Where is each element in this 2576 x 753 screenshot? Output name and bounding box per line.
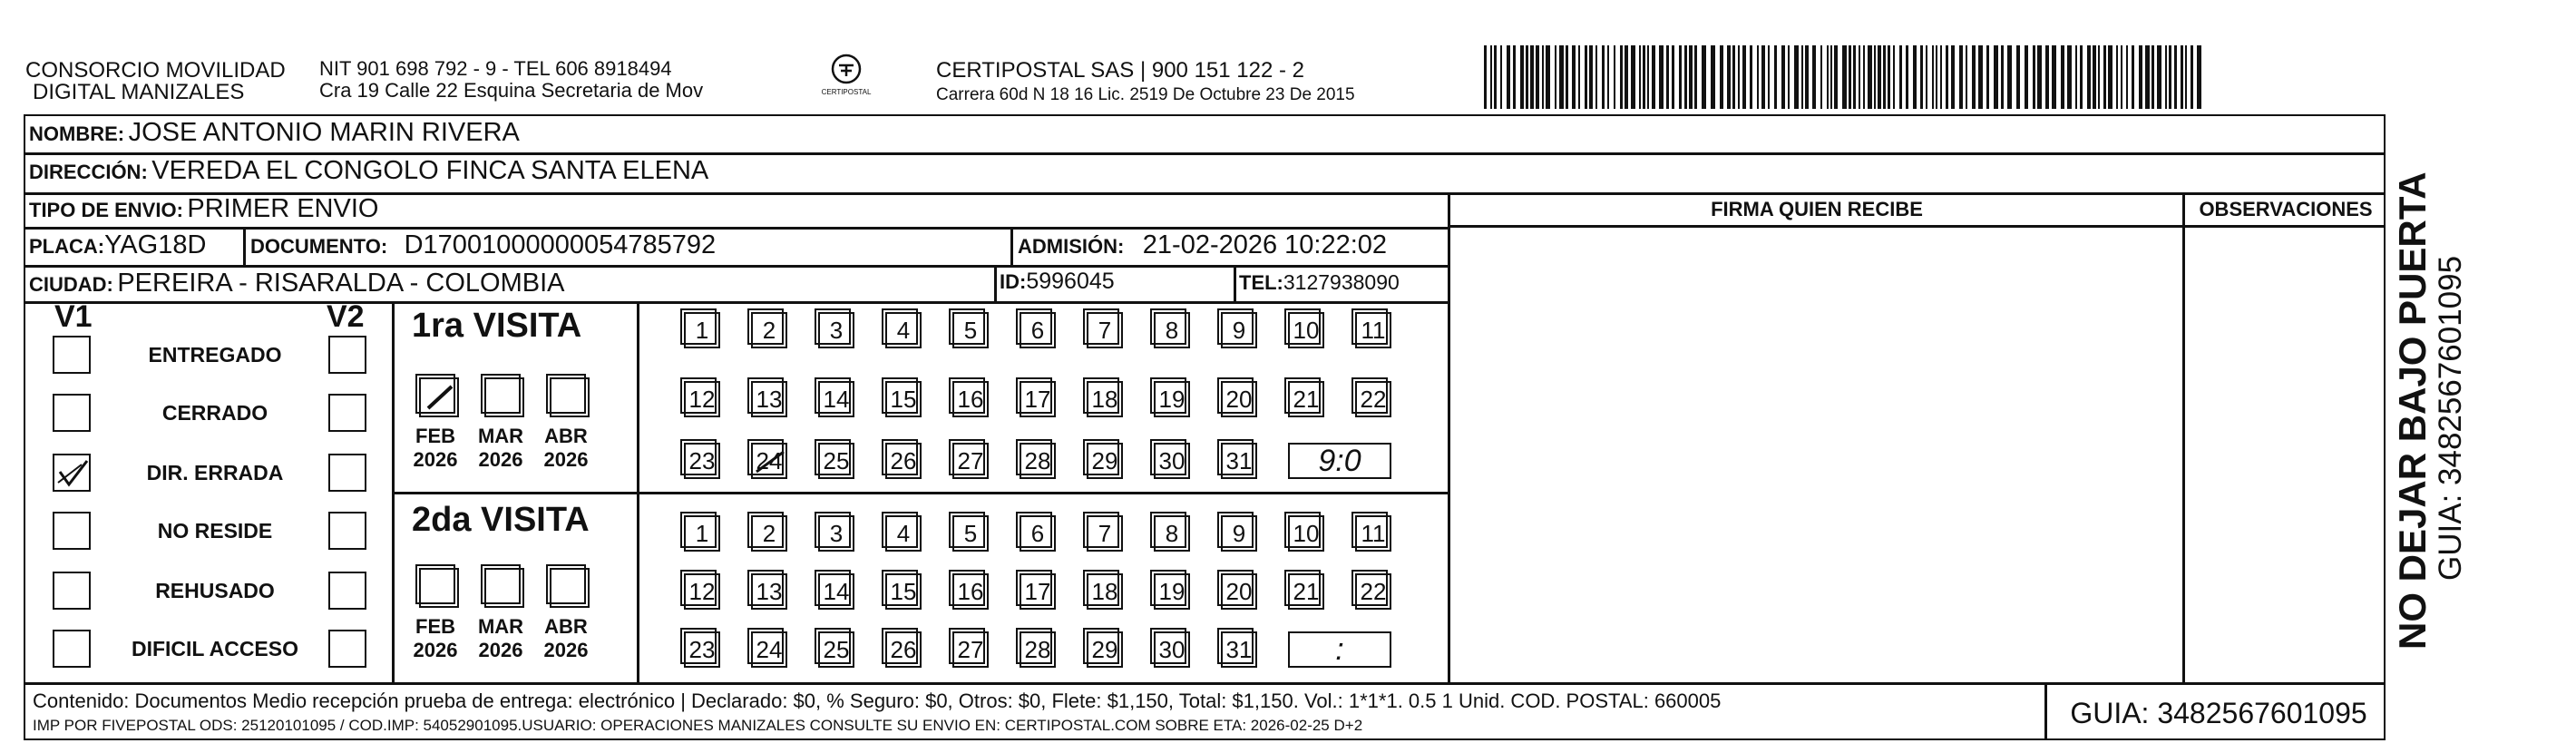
- visit2-month-year: 2026: [543, 639, 589, 661]
- visit2-month-name: ABR: [544, 615, 588, 638]
- visit2-month-name: FEB: [415, 615, 455, 638]
- barcode-bar: [1536, 45, 1539, 109]
- company-name: [25, 60, 286, 103]
- barcode-bar: [1659, 45, 1664, 109]
- visit1-day-2[interactable]: 2: [751, 312, 787, 348]
- barcode-bar: [1625, 45, 1628, 109]
- visit1-month-name: MAR: [477, 425, 524, 447]
- v2-checkbox-entregado[interactable]: [328, 336, 366, 374]
- visit1-day-12[interactable]: 12: [684, 381, 720, 417]
- v1-checkbox-cerrado[interactable]: [53, 394, 91, 432]
- barcode-bar: [1689, 45, 1693, 109]
- visit2-day-12[interactable]: 12: [684, 573, 720, 610]
- barcode-bar: [2001, 45, 2004, 109]
- document-value: D17001000000054785792: [404, 230, 717, 259]
- visit2-day-7[interactable]: 7: [1087, 515, 1123, 552]
- barcode-bar: [1631, 45, 1635, 109]
- barcode-bar: [2080, 45, 2083, 109]
- visit2-day-26[interactable]: 26: [885, 631, 922, 668]
- barcode-bar: [1994, 45, 1998, 109]
- visit1-day-24[interactable]: 24: [751, 443, 787, 479]
- observations-heading: OBSERVACIONES: [2199, 198, 2373, 220]
- v1-checkbox-dificil-acceso[interactable]: [53, 630, 91, 668]
- company-line1: CONSORCIO MOVILIDAD: [25, 58, 286, 83]
- visit1-day-29[interactable]: 29: [1087, 443, 1123, 479]
- v1-checkbox-entregado[interactable]: [53, 336, 91, 374]
- barcode-bar: [1883, 45, 1886, 109]
- visit2-day-6[interactable]: 6: [1020, 515, 1056, 552]
- v2-checkbox-rehusado[interactable]: [328, 572, 366, 610]
- visit2-day-14[interactable]: 14: [818, 573, 854, 610]
- plate-field: [29, 230, 206, 260]
- visit1-day-31[interactable]: 31: [1221, 443, 1257, 479]
- barcode-bar: [1666, 45, 1669, 109]
- visit1-day-19[interactable]: 19: [1154, 381, 1190, 417]
- company-contact: [319, 58, 703, 102]
- barcode-bar: [1978, 45, 1983, 109]
- barcode-bar: [1500, 45, 1502, 109]
- visit2-day-13[interactable]: 13: [751, 573, 787, 610]
- barcode-bar: [1781, 45, 1785, 109]
- barcode-bar: [2087, 45, 2091, 109]
- barcode-bar: [1559, 45, 1564, 109]
- visit2-day-3[interactable]: 3: [818, 515, 854, 552]
- barcode-bar: [1853, 45, 1856, 109]
- city-label: CIUDAD:: [29, 273, 113, 296]
- visit2-time-field[interactable]: [1288, 631, 1391, 668]
- visit2-month-year: 2026: [478, 639, 523, 661]
- visit1-day-6[interactable]: 6: [1020, 312, 1056, 348]
- barcode-bar: [1555, 45, 1556, 109]
- barcode-bar: [2037, 45, 2042, 109]
- visit1-month-name: FEB: [415, 425, 455, 447]
- barcode-bar: [1893, 45, 1895, 109]
- v2-heading: V2: [327, 299, 365, 334]
- barcode-bar: [1742, 45, 1746, 109]
- visit2-day-9[interactable]: 9: [1221, 515, 1257, 552]
- visit1-day-20[interactable]: 20: [1221, 381, 1257, 417]
- barcode-bar: [1888, 45, 1890, 109]
- visit2-day-27[interactable]: 27: [952, 631, 989, 668]
- barcode-bar: [2052, 45, 2056, 109]
- nit-line: NIT 901 698 792 - 9 - TEL 606 8918494: [319, 57, 672, 80]
- barcode-bar: [1507, 45, 1510, 109]
- status-label-dificil-acceso: DIFICIL ACCESO: [131, 637, 298, 660]
- visit2-month-label-feb: [408, 615, 463, 662]
- visit1-day-18[interactable]: 18: [1087, 381, 1123, 417]
- barcode-bar: [2093, 45, 2096, 109]
- carrier-line1: CERTIPOSTAL SAS | 900 151 122 - 2: [936, 58, 1304, 83]
- admission-label: ADMISIÓN:: [1018, 235, 1125, 258]
- visit1-day-1[interactable]: 1: [684, 312, 720, 348]
- address-row: [29, 156, 708, 186]
- visit2-month-label-abr: [539, 615, 593, 662]
- admission-field: [1018, 230, 1387, 260]
- visit1-month-year: 2026: [478, 448, 523, 471]
- visit2-day-30[interactable]: 30: [1154, 631, 1190, 668]
- visit2-title: 2da VISITA: [412, 501, 590, 539]
- status-label-entregado: ENTREGADO: [148, 343, 282, 367]
- barcode-bar: [1684, 45, 1687, 109]
- barcode-bar: [2007, 45, 2012, 109]
- visit1-day-16[interactable]: 16: [952, 381, 989, 417]
- barcode-bar: [1863, 45, 1865, 109]
- company-line2: DIGITAL MANIZALES: [33, 80, 245, 104]
- visit2-day-1[interactable]: 1: [684, 515, 720, 552]
- status-label-dir-errada: DIR. ERRADA: [146, 461, 284, 484]
- signature-heading: FIRMA QUIEN RECIBE: [1711, 198, 1923, 220]
- visit1-day-8[interactable]: 8: [1154, 312, 1190, 348]
- barcode-bar: [2103, 45, 2106, 109]
- visit2-day-16[interactable]: 16: [952, 573, 989, 610]
- name-value: JOSE ANTONIO MARIN RIVERA: [128, 118, 520, 147]
- barcode-bar: [1946, 45, 1948, 109]
- barcode-bar: [1542, 45, 1544, 109]
- company-address: Cra 19 Calle 22 Esquina Secretaria de Mov: [319, 79, 704, 102]
- barcode-bar: [1513, 45, 1516, 109]
- visit1-month-label-feb: [408, 425, 463, 472]
- visit2-day-8[interactable]: 8: [1154, 515, 1190, 552]
- visit1-title: 1ra VISITA: [412, 307, 582, 345]
- visit1-day-14[interactable]: 14: [818, 381, 854, 417]
- barcode-bar: [1732, 45, 1735, 109]
- visit2-month-mar[interactable]: [484, 568, 524, 608]
- barcode-bar: [2157, 45, 2161, 109]
- id-label: ID:: [1000, 270, 1027, 293]
- visit1-day-13[interactable]: 13: [751, 381, 787, 417]
- barcode-bar: [1761, 45, 1765, 109]
- barcode-bar: [1679, 45, 1682, 109]
- address-value: VEREDA EL CONGOLO FINCA SANTA ELENA: [151, 156, 709, 185]
- visit2-day-31[interactable]: 31: [1221, 631, 1257, 668]
- visit2-day-2[interactable]: 2: [751, 515, 787, 552]
- barcode-bar: [1966, 45, 1967, 109]
- visit2-day-15[interactable]: 15: [885, 573, 922, 610]
- barcode-bar: [2126, 45, 2128, 109]
- barcode-bar: [1959, 45, 1963, 109]
- tel-label: TEL:: [1239, 271, 1283, 294]
- visit1-day-22[interactable]: 22: [1355, 381, 1391, 417]
- visit2-day-19[interactable]: 19: [1154, 573, 1190, 610]
- barcode-bar: [1757, 45, 1759, 109]
- barcode-bar: [1940, 45, 1942, 109]
- v2-checkbox-dificil-acceso[interactable]: [328, 630, 366, 668]
- barcode-bar: [1849, 45, 1851, 109]
- barcode-bar: [1986, 45, 1989, 109]
- barcode-bar: [2191, 45, 2193, 109]
- visit2-day-25[interactable]: 25: [818, 631, 854, 668]
- visit1-month-label-mar: [473, 425, 528, 472]
- barcode-bar: [1602, 45, 1605, 109]
- barcode-bar: [2067, 45, 2072, 109]
- certipostal-logo: [815, 53, 878, 96]
- visit2-time-value: :: [1335, 631, 1344, 667]
- logo-text: CERTIPOSTAL: [821, 88, 872, 96]
- shipment-type-label: TIPO DE ENVIO:: [29, 199, 183, 221]
- visit1-month-abr[interactable]: [550, 377, 590, 417]
- barcode-bar: [1702, 45, 1706, 109]
- barcode-bar: [1972, 45, 1976, 109]
- barcode-bar: [1830, 45, 1832, 109]
- visit1-day-10[interactable]: 10: [1288, 312, 1324, 348]
- visit2-day-29[interactable]: 29: [1087, 631, 1123, 668]
- barcode-bar: [1788, 45, 1790, 109]
- barcode-bar: [2185, 45, 2187, 109]
- barcode-bar: [2169, 45, 2171, 109]
- v2-checkbox-cerrado[interactable]: [328, 394, 366, 432]
- plate-value: YAG18D: [104, 230, 207, 259]
- visit1-day-4[interactable]: 4: [885, 312, 922, 348]
- barcode-bar: [1647, 45, 1649, 109]
- barcode-bar: [1913, 45, 1917, 109]
- admission-value: 21-02-2026 10:22:02: [1142, 230, 1388, 259]
- barcode-bar: [1750, 45, 1752, 109]
- visit1-day-9[interactable]: 9: [1221, 312, 1257, 348]
- barcode-bar: [2145, 45, 2150, 109]
- visit2-day-23[interactable]: 23: [684, 631, 720, 668]
- check-mark-icon: [54, 455, 93, 494]
- barcode-bar: [2181, 45, 2183, 109]
- barcode-bar: [1920, 45, 1923, 109]
- v1-checkbox-dir-errada[interactable]: [53, 454, 91, 492]
- visit1-day-27[interactable]: 27: [952, 443, 989, 479]
- barcode-bar: [2165, 45, 2167, 109]
- name-label: NOMBRE:: [29, 122, 125, 145]
- guide-number: GUIA: 3482567601095: [2070, 697, 2367, 729]
- status-label-cerrado: CERRADO: [161, 401, 268, 425]
- document-field: [250, 230, 716, 260]
- visit2-month-year: 2026: [413, 639, 458, 661]
- barcode-bar: [1727, 45, 1731, 109]
- visit1-day-25[interactable]: 25: [818, 443, 854, 479]
- visit1-day-7[interactable]: 7: [1087, 312, 1123, 348]
- barcode-bar: [1620, 45, 1623, 109]
- visit1-day-3[interactable]: 3: [818, 312, 854, 348]
- check-mark-icon: [421, 379, 461, 419]
- no-under-door-notice: NO DEJAR BAJO PUERTA: [2391, 171, 2434, 650]
- barcode-bar: [1868, 45, 1872, 109]
- visit2-day-20[interactable]: 20: [1221, 573, 1257, 610]
- document-label: DOCUMENTO:: [250, 235, 388, 258]
- barcode-bar: [2045, 45, 2049, 109]
- barcode-bar: [1827, 45, 1829, 109]
- v1-checkbox-no-reside[interactable]: [53, 512, 91, 550]
- barcode-bar: [1951, 45, 1955, 109]
- visit1-month-name: ABR: [544, 425, 588, 447]
- barcode-bar: [1874, 45, 1876, 109]
- visit1-day-17[interactable]: 17: [1020, 381, 1056, 417]
- tel-value: 3127938090: [1283, 270, 1400, 294]
- barcode-bar: [1812, 45, 1816, 109]
- barcode-bar: [2174, 45, 2177, 109]
- barcode-bar: [1484, 45, 1487, 109]
- barcode-bar: [2197, 45, 2201, 109]
- city-field: [29, 269, 564, 298]
- barcode-bar: [1820, 45, 1822, 109]
- shipment-type-row: [29, 194, 378, 224]
- barcode-bar: [1546, 45, 1550, 109]
- v1-heading: V1: [54, 299, 93, 334]
- barcode-bar: [2108, 45, 2113, 109]
- barcode-bar: [1572, 45, 1576, 109]
- check-mark-icon: [753, 445, 789, 481]
- visit1-time-value: 9:0: [1318, 443, 1361, 478]
- contents-line: Contenido: Documentos Medio recepción prueba de entrega: electrónico | Declarado: $0, % Seguro: $0, Otros: $0, Flete: $1,150, Total: $1,150. Vol.: 1*1*1. 0.5 1 Unid. COD. POSTAL: 660005: [33, 689, 1722, 712]
- address-label: DIRECCIÓN:: [29, 161, 148, 183]
- visit2-month-feb[interactable]: [419, 568, 459, 608]
- barcode-bar: [2121, 45, 2122, 109]
- barcode-bar: [1936, 45, 1937, 109]
- visit1-month-year: 2026: [413, 448, 458, 471]
- visit2-day-4[interactable]: 4: [885, 515, 922, 552]
- plate-label: PLACA:: [29, 235, 105, 258]
- visit1-day-28[interactable]: 28: [1020, 443, 1056, 479]
- barcode-bar: [2139, 45, 2142, 109]
- visit2-month-abr[interactable]: [550, 568, 590, 608]
- barcode-bar: [1801, 45, 1803, 109]
- visit1-day-30[interactable]: 30: [1154, 443, 1190, 479]
- carrier-line2: Carrera 60d N 18 16 Lic. 2519 De Octubre 23 De 2015: [936, 85, 1355, 104]
- barcode-bar: [1768, 45, 1770, 109]
- visit1-day-26[interactable]: 26: [885, 443, 922, 479]
- status-label-rehusado: REHUSADO: [155, 579, 275, 602]
- barcode-bar: [1643, 45, 1645, 109]
- visit2-day-24[interactable]: 24: [751, 631, 787, 668]
- barcode-bar: [2075, 45, 2077, 109]
- visit2-day-22[interactable]: 22: [1355, 573, 1391, 610]
- id-value: 5996045: [1026, 269, 1115, 294]
- barcode-bar: [1899, 45, 1902, 109]
- visit2-month-label-mar: [473, 615, 528, 662]
- visit1-month-label-abr: [539, 425, 593, 472]
- barcode-bar: [1589, 45, 1593, 109]
- barcode-bar: [1794, 45, 1799, 109]
- barcode-bar: [1526, 45, 1528, 109]
- barcode-bar: [1805, 45, 1809, 109]
- barcode-bar: [1694, 45, 1697, 109]
- city-value: PEREIRA - RISARALDA - COLOMBIA: [117, 269, 565, 298]
- visit1-day-15[interactable]: 15: [885, 381, 922, 417]
- barcode-bar: [1738, 45, 1740, 109]
- barcode-bar: [2132, 45, 2134, 109]
- barcode-bar: [1490, 45, 1492, 109]
- barcode-bar: [1520, 45, 1524, 109]
- barcode-bar: [1720, 45, 1723, 109]
- visit1-day-23[interactable]: 23: [684, 443, 720, 479]
- visit1-day-11[interactable]: 11: [1355, 312, 1391, 348]
- certipostal-logo-icon: [828, 53, 864, 85]
- barcode-bar: [1842, 45, 1847, 109]
- barcode-bar: [2061, 45, 2064, 109]
- visit2-day-5[interactable]: 5: [952, 515, 989, 552]
- barcode-bar: [2098, 45, 2100, 109]
- barcode-bar: [1711, 45, 1715, 109]
- visit1-time-field[interactable]: [1288, 443, 1391, 479]
- print-info-line: IMP POR FIVEPOSTAL ODS: 25120101095 / COD.IMP: 54052901095.USUARIO: OPERACIONES MANIZALES CONSULTE SU ENVIO EN: CERTIPOSTAL.COM SOBRE ETA: 2026-02-25 D+2: [33, 717, 1363, 734]
- barcode-bar: [1595, 45, 1597, 109]
- barcode-bar: [2025, 45, 2028, 109]
- barcode-bar: [2152, 45, 2154, 109]
- visit2-day-21[interactable]: 21: [1288, 573, 1324, 610]
- barcode-bar: [1639, 45, 1641, 109]
- barcode-bar: [1614, 45, 1615, 109]
- barcode-bar: [1834, 45, 1838, 109]
- visit1-day-5[interactable]: 5: [952, 312, 989, 348]
- v2-checkbox-no-reside[interactable]: [328, 512, 366, 550]
- barcode-bar: [1494, 45, 1497, 109]
- v2-checkbox-dir-errada[interactable]: [328, 454, 366, 492]
- tel-field: [1239, 270, 1400, 295]
- visit2-day-10[interactable]: 10: [1288, 515, 1324, 552]
- barcode-bar: [1607, 45, 1609, 109]
- visit2-day-17[interactable]: 17: [1020, 573, 1056, 610]
- visit2-day-11[interactable]: 11: [1355, 515, 1391, 552]
- side-guide-number: GUIA: 3482567601095: [2433, 255, 2468, 581]
- visit2-day-28[interactable]: 28: [1020, 631, 1056, 668]
- barcode-bar: [1585, 45, 1587, 109]
- barcode-bar: [2033, 45, 2035, 109]
- visit1-day-21[interactable]: 21: [1288, 381, 1324, 417]
- barcode-bar: [1578, 45, 1580, 109]
- barcode-bar: [1672, 45, 1674, 109]
- barcode-bar: [1906, 45, 1908, 109]
- barcode-bar: [2116, 45, 2118, 109]
- barcode-bar: [1926, 45, 1927, 109]
- status-label-no-reside: NO RESIDE: [157, 519, 273, 543]
- barcode-bar: [1530, 45, 1534, 109]
- v1-checkbox-rehusado[interactable]: [53, 572, 91, 610]
- visit2-month-name: MAR: [477, 615, 524, 638]
- carrier-info: [936, 58, 1355, 105]
- visit1-month-year: 2026: [543, 448, 589, 471]
- barcode: [1484, 45, 2210, 112]
- visit2-day-18[interactable]: 18: [1087, 573, 1123, 610]
- barcode-bar: [1652, 45, 1655, 109]
- id-field: [1000, 269, 1115, 295]
- barcode-bar: [1566, 45, 1568, 109]
- barcode-bar: [1878, 45, 1881, 109]
- visit1-month-feb[interactable]: [419, 377, 459, 417]
- barcode-bar: [1932, 45, 1934, 109]
- name-row: [29, 118, 520, 148]
- barcode-bar: [2016, 45, 2020, 109]
- shipment-type-value: PRIMER ENVIO: [187, 194, 379, 223]
- barcode-bar: [1774, 45, 1777, 109]
- visit1-month-mar[interactable]: [484, 377, 524, 417]
- barcode-bar: [1859, 45, 1860, 109]
